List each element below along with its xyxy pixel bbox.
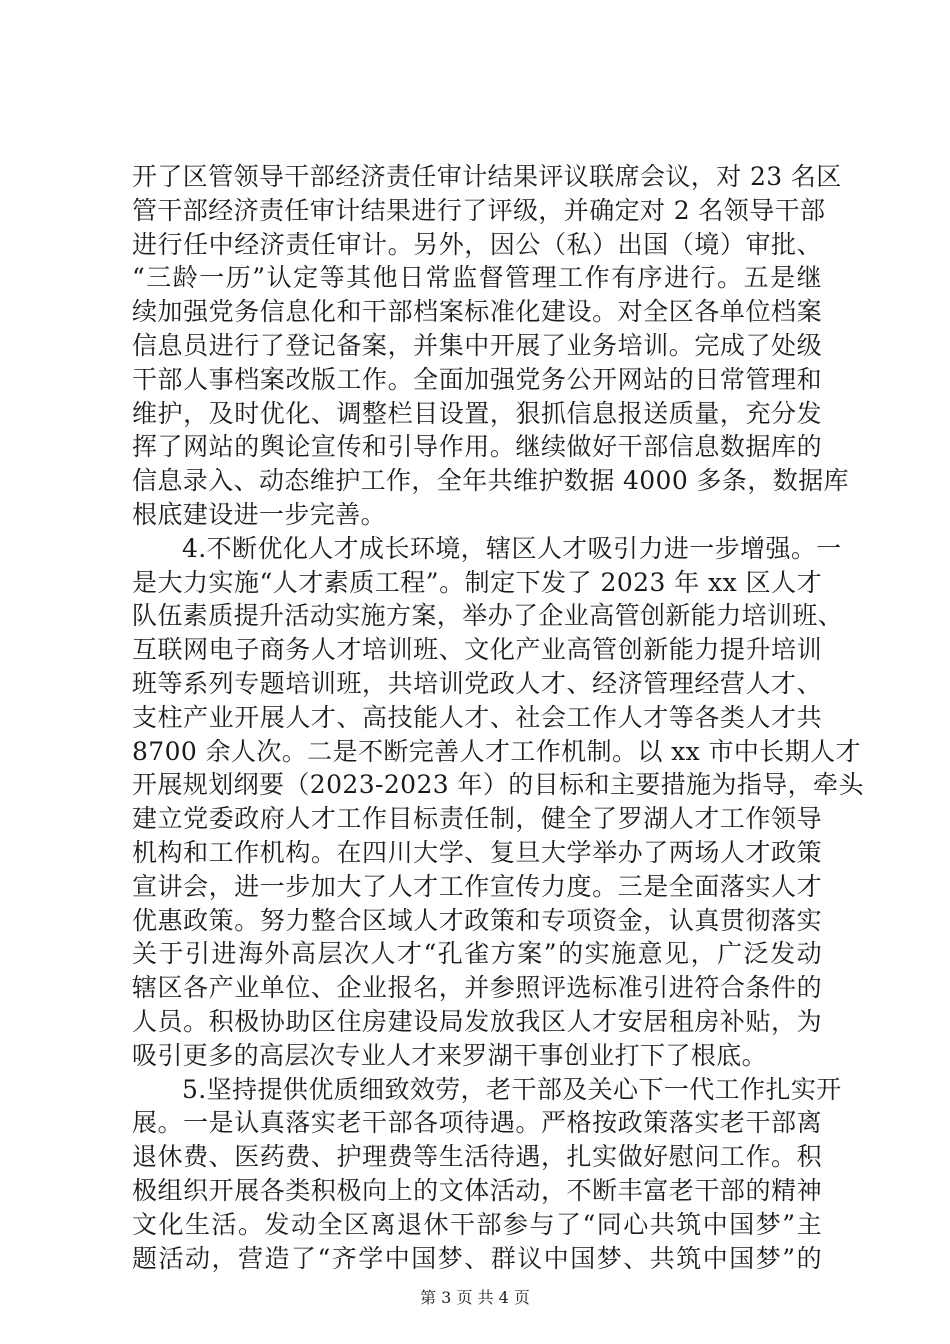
text-line: 信息录入、动态维护工作，全年共维护数据 4000 多条，数据库 bbox=[132, 466, 849, 496]
document-body bbox=[132, 160, 864, 1275]
text-line: 开展规划纲要（2023-2023 年）的目标和主要措施为指导，牵头 bbox=[132, 770, 864, 800]
text-line: 机构和工作机构。在四川大学、复旦大学举办了两场人才政策 bbox=[132, 837, 822, 867]
text-line: 人员。积极协助区住房建设局发放我区人才安居租房补贴，为 bbox=[132, 1006, 822, 1036]
text-line: 退休费、医药费、护理费等生活待遇，扎实做好慰问工作。积 bbox=[132, 1142, 822, 1172]
text-line: 开了区管领导干部经济责任审计结果评议联席会议，对 23 名区 bbox=[132, 162, 842, 191]
text-line: 辖区各产业单位、企业报名，并参照评选标准引进符合条件的 bbox=[132, 973, 822, 1003]
text-line: 极组织开展各类积极向上的文体活动，不断丰富老干部的精神 bbox=[132, 1175, 822, 1205]
text-line: 根底建设进一步完善。 bbox=[132, 499, 387, 529]
text-line: 进行任中经济责任审计。另外，因公（私）出国（境）审批、 bbox=[132, 229, 822, 259]
text-line: 吸引更多的高层次专业人才来罗湖干事创业打下了根底。 bbox=[132, 1040, 768, 1070]
text-line: 8700 余人次。二是不断完善人才工作机制。以 xx 市中长期人才 bbox=[132, 736, 861, 766]
text-line: 续加强党务信息化和干部档案标准化建设。对全区各单位档案 bbox=[132, 297, 822, 327]
text-line: 信息员进行了登记备案，并集中开展了业务培训。完成了处级 bbox=[132, 330, 822, 360]
text-line: 队伍素质提升活动实施方案，举办了企业高管创新能力培训班、 bbox=[132, 601, 844, 631]
text-line: 挥了网站的舆论宣传和引导作用。继续做好干部信息数据库的 bbox=[132, 432, 822, 462]
text-line: 关于引进海外高层次人才“孔雀方案”的实施意见，广泛发动 bbox=[132, 939, 822, 969]
text-line: 支柱产业开展人才、高技能人才、社会工作人才等各类人才共 bbox=[132, 702, 822, 732]
text-line: 班等系列专题培训班，共培训党政人才、经济管理经营人才、 bbox=[132, 668, 822, 698]
text-line: 干部人事档案改版工作。全面加强党务公开网站的日常管理和 bbox=[132, 364, 822, 394]
paragraph-start-line: 5.坚持提供优质细致效劳，老干部及关心下一代工作扎实开 bbox=[182, 1074, 842, 1104]
text-line: 建立党委政府人才工作目标责任制，健全了罗湖人才工作领导 bbox=[132, 804, 822, 834]
text-line: 宣讲会，进一步加大了人才工作宣传力度。三是全面落实人才 bbox=[132, 871, 822, 901]
text-line: 管干部经济责任审计结果进行了评级，并确定对 2 名领导干部 bbox=[132, 195, 826, 225]
text-line: 是大力实施“人才素质工程”。制定下发了 2023 年 xx 区人才 bbox=[132, 567, 822, 597]
text-line: 优惠政策。努力整合区域人才政策和专项资金，认真贯彻落实 bbox=[132, 905, 822, 935]
text-line: “三龄一历”认定等其他日常监督管理工作有序进行。五是继 bbox=[132, 263, 822, 293]
text-line: 互联网电子商务人才培训班、文化产业高管创新能力提升培训 bbox=[132, 635, 822, 665]
text-line: 展。一是认真落实老干部各项待遇。严格按政策落实老干部离 bbox=[132, 1108, 822, 1138]
page-footer: 第 3 页 共 4 页 bbox=[420, 1288, 530, 1307]
text-line: 维护，及时优化、调整栏目设置，狠抓信息报送质量，充分发 bbox=[132, 398, 822, 428]
text-line: 题活动，营造了“齐学中国梦、群议中国梦、共筑中国梦”的 bbox=[132, 1243, 822, 1273]
text-line: 文化生活。发动全区离退休干部参与了“同心共筑中国梦”主 bbox=[132, 1209, 822, 1239]
paragraph-start-line: 4.不断优化人才成长环境，辖区人才吸引力进一步增强。一 bbox=[182, 533, 842, 563]
